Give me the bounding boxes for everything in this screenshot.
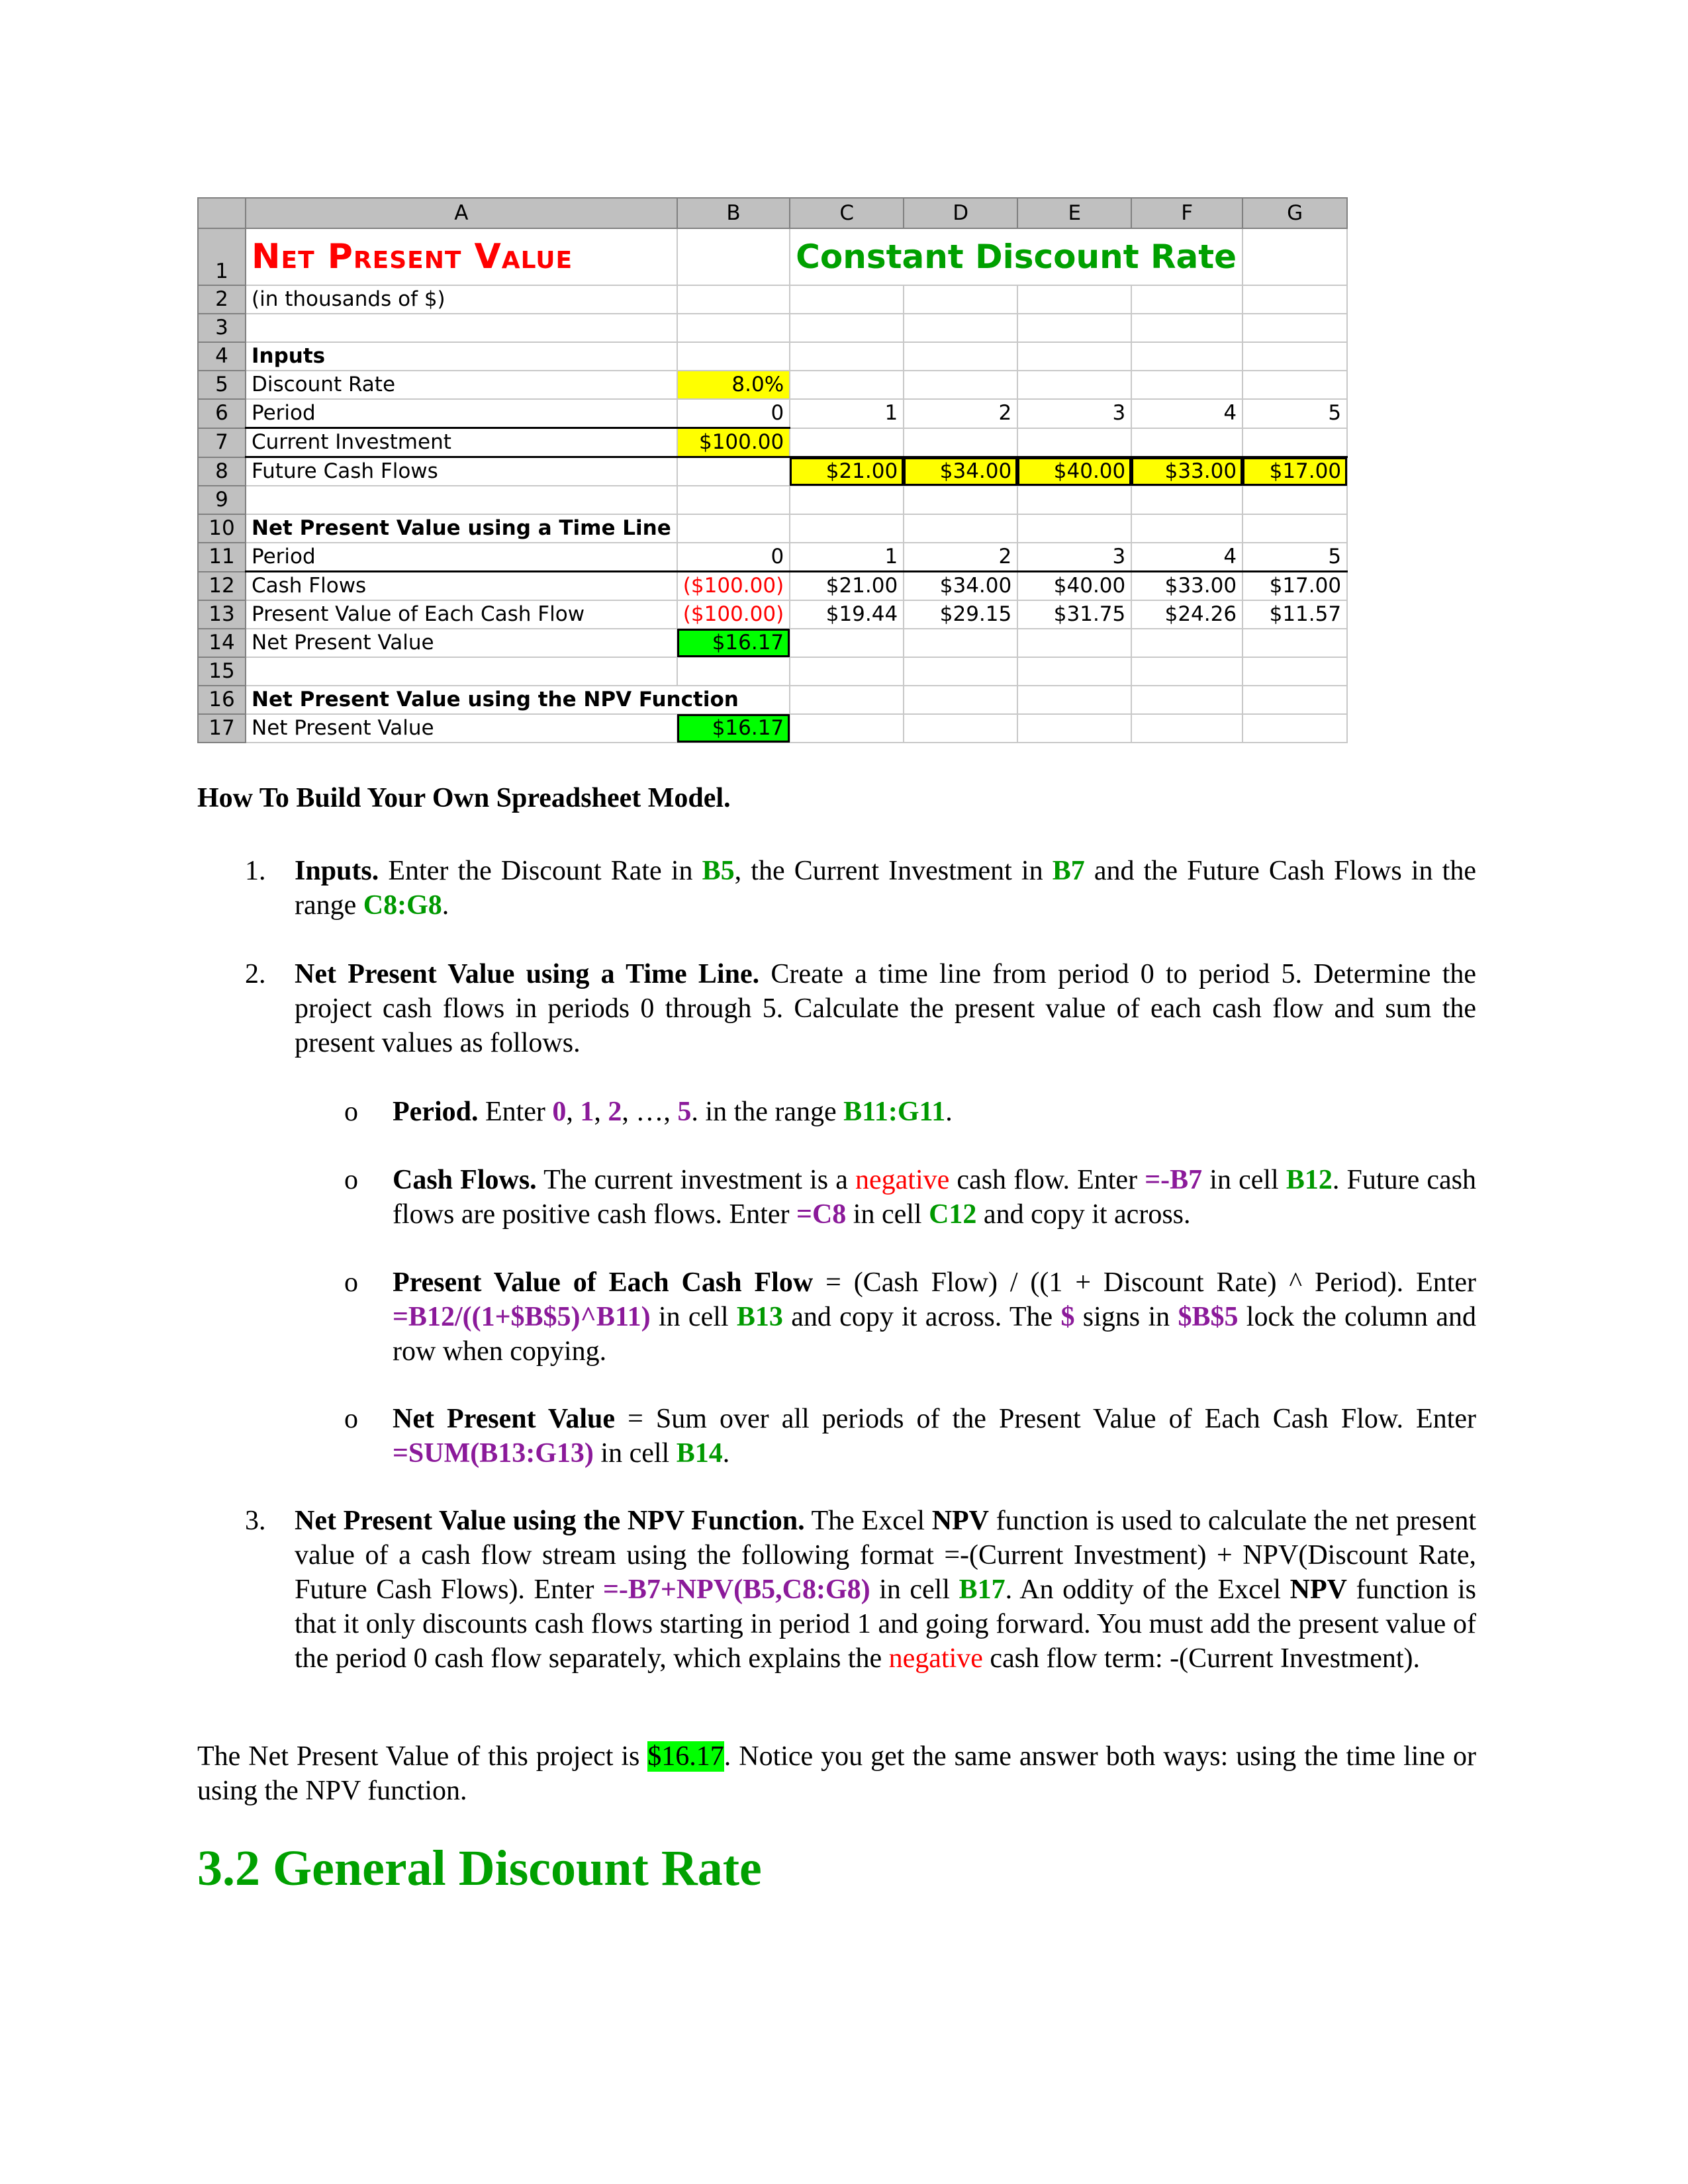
formula: =SUM(B13:G13) — [393, 1438, 594, 1469]
cell[interactable] — [1243, 285, 1347, 314]
row-header-4[interactable]: 4 — [198, 342, 246, 371]
cell-b8[interactable] — [677, 457, 790, 486]
negative-word: negative — [855, 1165, 950, 1195]
cell-ref: B13 — [736, 1302, 783, 1332]
cell-c6[interactable]: 1 — [790, 399, 904, 428]
cell-f8[interactable]: $33.00 — [1131, 457, 1243, 486]
text: . An oddity of the Excel — [1005, 1574, 1290, 1605]
cell-c12[interactable]: $21.00 — [790, 572, 904, 601]
cell[interactable] — [904, 686, 1017, 714]
text: and the Future Cash Flows in the range — [295, 856, 1476, 921]
cell[interactable] — [1243, 629, 1347, 657]
cell[interactable] — [1243, 371, 1347, 399]
value: 0 — [552, 1097, 567, 1127]
text: , the Current Investment in — [734, 856, 1053, 886]
cell-f13[interactable]: $24.26 — [1131, 600, 1243, 629]
bullet-mark: o — [344, 1165, 358, 1195]
cell-a7[interactable]: Current Investment — [246, 428, 677, 457]
cell-ref: B11:G11 — [843, 1097, 946, 1127]
cell[interactable] — [1017, 428, 1131, 457]
cell-d12[interactable]: $34.00 — [904, 572, 1017, 601]
text: = (Cash Flow) / ((1 + Discount Rate) ^ Period). Enter — [813, 1267, 1476, 1298]
cell-b12[interactable]: ($100.00) — [677, 572, 790, 601]
section-title: 3.2 General Discount Rate — [197, 1841, 762, 1896]
text: and copy it across. — [976, 1199, 1191, 1230]
cell[interactable] — [1131, 371, 1243, 399]
cell[interactable] — [677, 342, 790, 371]
cell-b11[interactable]: 0 — [677, 543, 790, 572]
cell[interactable] — [1131, 285, 1243, 314]
cell[interactable] — [1131, 686, 1243, 714]
value: 5 — [677, 1097, 692, 1127]
cell[interactable] — [677, 486, 790, 514]
text: , — [566, 1097, 581, 1127]
column-header-a[interactable]: A — [246, 198, 677, 228]
bullet-net-present-value — [393, 1402, 1476, 1471]
row-header-17[interactable]: 17 — [198, 714, 246, 743]
cell[interactable] — [790, 657, 904, 686]
text: . Notice you get the same answer both ways: using the time line or using the NPV function. — [197, 1741, 1476, 1806]
cell[interactable] — [1131, 657, 1243, 686]
cell[interactable] — [904, 285, 1017, 314]
cell-a16[interactable]: Net Present Value using the NPV Function — [246, 686, 790, 714]
cell-g11[interactable]: 5 — [1243, 543, 1347, 572]
formula: =-B7+NPV(B5,C8:G8) — [602, 1574, 870, 1605]
npv-keyword: NPV — [1289, 1574, 1347, 1605]
instruction-inputs — [295, 854, 1476, 923]
cell-e6[interactable]: 3 — [1017, 399, 1131, 428]
cell[interactable] — [1017, 314, 1131, 342]
column-header-d[interactable]: D — [904, 198, 1017, 228]
cell-ref: C8:G8 — [363, 890, 442, 921]
cell[interactable] — [1243, 486, 1347, 514]
cell[interactable] — [1017, 629, 1131, 657]
text: . — [945, 1097, 953, 1127]
cell-c1[interactable] — [790, 228, 1243, 285]
cell-a5[interactable]: Discount Rate — [246, 371, 677, 399]
select-all-corner[interactable] — [198, 198, 246, 228]
cell-d6[interactable]: 2 — [904, 399, 1017, 428]
bullet-lead: Present Value of Each Cash Flow — [393, 1267, 814, 1298]
cell[interactable] — [790, 714, 904, 743]
npv-result-highlight: $16.17 — [647, 1741, 724, 1772]
cell-a4[interactable]: Inputs — [246, 342, 677, 371]
row-header-1[interactable]: 1 — [198, 228, 246, 285]
cell-a13[interactable]: Present Value of Each Cash Flow — [246, 600, 677, 629]
cell-g13[interactable]: $11.57 — [1243, 600, 1347, 629]
row-header-7[interactable]: 7 — [198, 428, 246, 457]
cell-f11[interactable]: 4 — [1131, 543, 1243, 572]
cell[interactable] — [904, 629, 1017, 657]
cell[interactable] — [677, 314, 790, 342]
cell[interactable] — [1243, 342, 1347, 371]
instruction-time-line — [295, 957, 1476, 1060]
item-number-3: 3. — [245, 1506, 266, 1536]
cell-ref: B12 — [1286, 1165, 1333, 1195]
cell[interactable] — [1017, 486, 1131, 514]
value: 2 — [608, 1097, 622, 1127]
text: Enter — [478, 1097, 553, 1127]
cell-c13[interactable]: $19.44 — [790, 600, 904, 629]
cell-d13[interactable]: $29.15 — [904, 600, 1017, 629]
formula: $ — [1060, 1302, 1075, 1332]
row-header-13[interactable]: 13 — [198, 600, 246, 629]
cell[interactable] — [1243, 428, 1347, 457]
cell-ref: B17 — [959, 1574, 1006, 1605]
cell[interactable] — [790, 285, 904, 314]
cell[interactable] — [790, 314, 904, 342]
bullet-lead: Cash Flows. — [393, 1165, 537, 1195]
cell-e8[interactable]: $40.00 — [1017, 457, 1131, 486]
sheet-subtitle: Constant Discount Rate — [796, 238, 1237, 276]
negative-word: negative — [888, 1643, 983, 1674]
cell[interactable] — [790, 428, 904, 457]
row-header-9[interactable]: 9 — [198, 486, 246, 514]
bullet-present-value — [393, 1265, 1476, 1369]
text: in cell — [593, 1438, 677, 1469]
cell-b17[interactable]: $16.17 — [677, 714, 790, 743]
text: The Net Present Value of this project is — [197, 1741, 648, 1772]
cell[interactable] — [246, 314, 677, 342]
formula: =C8 — [796, 1199, 847, 1230]
cell-c8[interactable]: $21.00 — [790, 457, 904, 486]
text: Enter the Discount Rate in — [379, 856, 702, 886]
cell-a6[interactable]: Period — [246, 399, 677, 428]
cell[interactable] — [677, 285, 790, 314]
instruction-npv-function — [295, 1504, 1476, 1676]
text: cash flow. Enter — [949, 1165, 1145, 1195]
item-number-2: 2. — [245, 959, 266, 989]
column-header-f[interactable]: F — [1131, 198, 1243, 228]
column-header-g[interactable]: G — [1243, 198, 1347, 228]
cell[interactable] — [904, 371, 1017, 399]
cell[interactable] — [904, 657, 1017, 686]
row-header-5[interactable]: 5 — [198, 371, 246, 399]
formula: $B$5 — [1178, 1302, 1239, 1332]
cell[interactable] — [1017, 657, 1131, 686]
column-header-e[interactable]: E — [1017, 198, 1131, 228]
row-header-16[interactable]: 16 — [198, 686, 246, 714]
text: signs in — [1074, 1302, 1178, 1332]
cell-e13[interactable]: $31.75 — [1017, 600, 1131, 629]
cell-a2[interactable]: (in thousands of $) — [246, 285, 677, 314]
item-lead: Inputs. — [295, 856, 379, 886]
bullet-cash-flows — [393, 1163, 1476, 1232]
formula: =-B7 — [1145, 1165, 1203, 1195]
formula: =B12/((1+$B$5)^B11) — [393, 1302, 651, 1332]
text: lock the column and row when copying. — [393, 1302, 1476, 1367]
closing-paragraph — [197, 1739, 1476, 1808]
row-header-11[interactable]: 11 — [198, 543, 246, 572]
cell-a17[interactable]: Net Present Value — [246, 714, 677, 743]
cell-c11[interactable]: 1 — [790, 543, 904, 572]
cell-b13[interactable]: ($100.00) — [677, 600, 790, 629]
cell-d8[interactable]: $34.00 — [904, 457, 1017, 486]
text: in cell — [1202, 1165, 1286, 1195]
cell[interactable] — [1131, 314, 1243, 342]
cell-a11[interactable]: Period — [246, 543, 677, 572]
cell[interactable] — [1131, 714, 1243, 743]
cell[interactable] — [1131, 342, 1243, 371]
text: function is used to calculate the net present value of a cash flow stream using the following format =-(Current Investment) + NPV(Discount Rate, Future Cash Flows). Enter — [295, 1506, 1476, 1605]
text: in cell — [846, 1199, 929, 1230]
cell[interactable] — [1131, 428, 1243, 457]
cell-e11[interactable]: 3 — [1017, 543, 1131, 572]
column-header-b[interactable]: B — [677, 198, 790, 228]
cell[interactable] — [1131, 629, 1243, 657]
item-lead: Net Present Value using a Time Line. — [295, 959, 760, 989]
cell[interactable] — [677, 514, 790, 543]
sheet-title: Net Present Value — [252, 237, 573, 277]
column-header-c[interactable]: C — [790, 198, 904, 228]
cell-a10[interactable]: Net Present Value using a Time Line — [246, 514, 677, 543]
cell[interactable] — [790, 629, 904, 657]
row-header-8[interactable]: 8 — [198, 457, 246, 486]
cell-a12[interactable]: Cash Flows — [246, 572, 677, 601]
text: . — [442, 890, 449, 921]
cell-b1[interactable] — [677, 228, 790, 285]
text: in cell — [650, 1302, 737, 1332]
cell[interactable] — [790, 371, 904, 399]
cell[interactable] — [1017, 285, 1131, 314]
text: = Sum over all periods of the Present Value of Each Cash Flow. Enter — [615, 1404, 1476, 1434]
cell-b6[interactable]: 0 — [677, 399, 790, 428]
text: . in the range — [691, 1097, 844, 1127]
cell[interactable] — [904, 714, 1017, 743]
cell-ref: C12 — [929, 1199, 977, 1230]
bullet-mark: o — [344, 1404, 358, 1434]
row-header-15[interactable]: 15 — [198, 657, 246, 686]
cell-g6[interactable]: 5 — [1243, 399, 1347, 428]
cell[interactable] — [1017, 714, 1131, 743]
cell-g1[interactable] — [1243, 228, 1347, 285]
cell[interactable] — [677, 657, 790, 686]
row-header-2[interactable]: 2 — [198, 285, 246, 314]
item-number-1: 1. — [245, 856, 266, 886]
cell[interactable] — [1243, 657, 1347, 686]
bullet-mark: o — [344, 1097, 358, 1127]
row-header-10[interactable]: 10 — [198, 514, 246, 543]
cell-g12[interactable]: $17.00 — [1243, 572, 1347, 601]
cell-ref: B14 — [676, 1438, 723, 1469]
text: . — [722, 1438, 730, 1469]
row-header-3[interactable]: 3 — [198, 314, 246, 342]
bullet-period — [393, 1095, 1476, 1129]
value: 1 — [580, 1097, 594, 1127]
cell-a8[interactable]: Future Cash Flows — [246, 457, 677, 486]
text: Create a time line from period 0 to period 5. Determine the project cash flows in periods 0 through 5. Calculate the present value of each cash flow and sum the present values as follows. — [295, 959, 1477, 1058]
cell[interactable] — [1243, 314, 1347, 342]
row-header-12[interactable]: 12 — [198, 572, 246, 601]
bullet-lead: Period. — [393, 1097, 479, 1127]
cell-a14[interactable]: Net Present Value — [246, 629, 677, 657]
spreadsheet — [197, 197, 1348, 743]
cell-d11[interactable]: 2 — [904, 543, 1017, 572]
cell-g8[interactable]: $17.00 — [1243, 457, 1347, 486]
cell[interactable] — [1131, 486, 1243, 514]
cell[interactable] — [246, 657, 677, 686]
cell-f12[interactable]: $33.00 — [1131, 572, 1243, 601]
cell[interactable] — [1017, 686, 1131, 714]
item-lead: Net Present Value using the NPV Function. — [295, 1506, 805, 1536]
cell-a1[interactable] — [246, 228, 677, 285]
text: . Future cash flows are positive cash flows. Enter — [393, 1165, 1476, 1230]
cell[interactable] — [1243, 514, 1347, 543]
cell[interactable] — [904, 428, 1017, 457]
text: cash flow term: -(Current Investment). — [982, 1643, 1421, 1674]
bullet-lead: Net Present Value — [393, 1404, 616, 1434]
text: function is that it only discounts cash flows starting in period 1 and going forward. You must add the present value of the period 0 cash flow separately, which explains the — [295, 1574, 1477, 1674]
cell[interactable] — [790, 342, 904, 371]
cell[interactable] — [1243, 686, 1347, 714]
row-header-6[interactable]: 6 — [198, 399, 246, 428]
cell[interactable] — [904, 342, 1017, 371]
cell-ref: B7 — [1052, 856, 1085, 886]
text: , …, — [622, 1097, 678, 1127]
cell[interactable] — [1017, 342, 1131, 371]
text: in cell — [870, 1574, 959, 1605]
cell-b14[interactable]: $16.17 — [677, 629, 790, 657]
text: The current investment is a — [536, 1165, 855, 1195]
cell[interactable] — [904, 514, 1017, 543]
cell[interactable] — [1243, 714, 1347, 743]
cell[interactable] — [790, 686, 904, 714]
section-heading-howto: How To Build Your Own Spreadsheet Model. — [197, 783, 731, 813]
cell-e12[interactable]: $40.00 — [1017, 572, 1131, 601]
cell-f6[interactable]: 4 — [1131, 399, 1243, 428]
cell[interactable] — [246, 486, 677, 514]
cell-b7[interactable]: $100.00 — [677, 428, 790, 457]
bullet-mark: o — [344, 1267, 358, 1298]
cell[interactable] — [1131, 514, 1243, 543]
cell-b5[interactable]: 8.0% — [677, 371, 790, 399]
cell[interactable] — [1017, 371, 1131, 399]
cell[interactable] — [904, 486, 1017, 514]
text: and copy it across. The — [782, 1302, 1061, 1332]
npv-keyword: NPV — [931, 1506, 990, 1536]
text: The Excel — [804, 1506, 932, 1536]
cell[interactable] — [790, 514, 904, 543]
cell[interactable] — [790, 486, 904, 514]
cell-ref: B5 — [702, 856, 735, 886]
cell[interactable] — [904, 314, 1017, 342]
text: , — [594, 1097, 608, 1127]
row-header-14[interactable]: 14 — [198, 629, 246, 657]
cell[interactable] — [1017, 514, 1131, 543]
